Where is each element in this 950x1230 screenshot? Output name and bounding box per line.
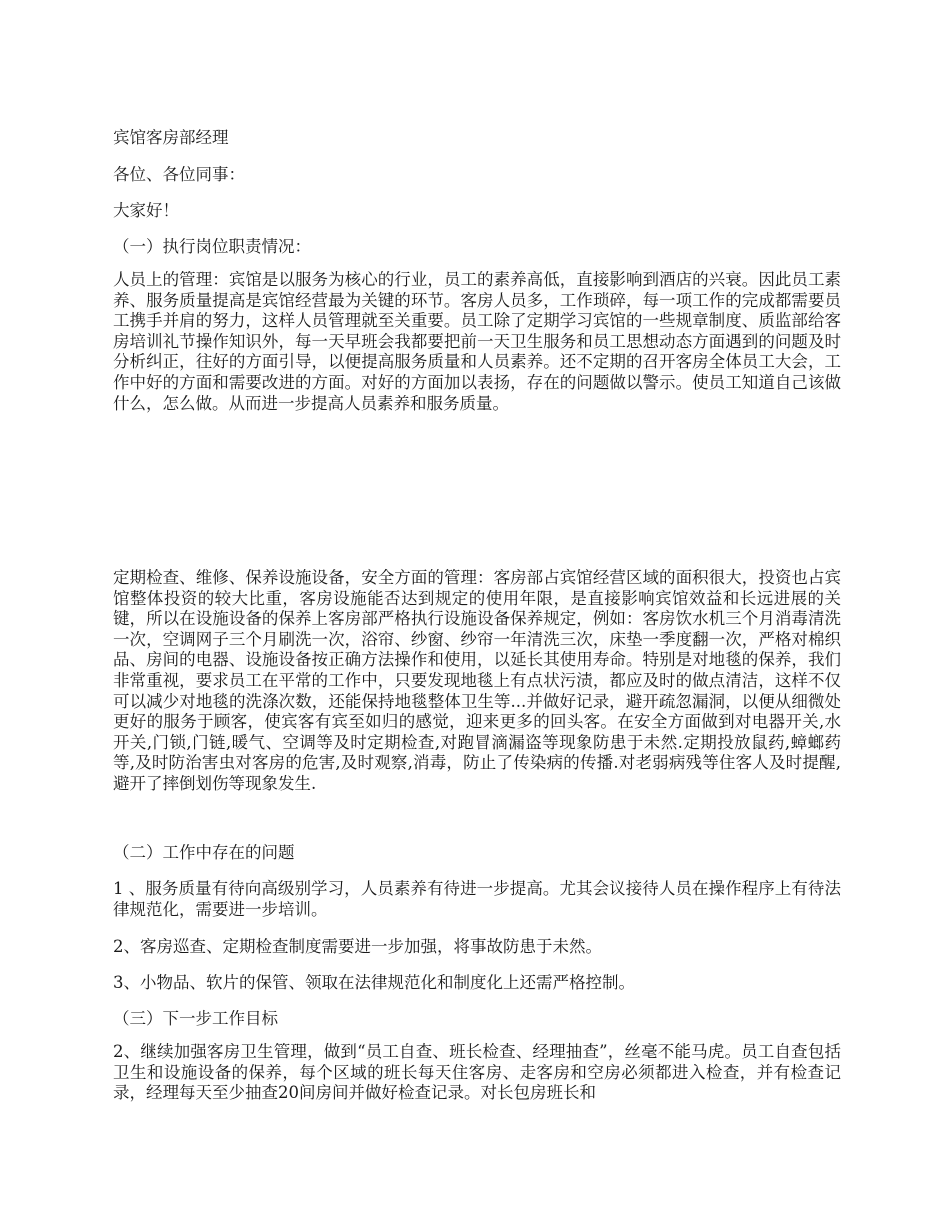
greeting: 大家好！ xyxy=(113,201,179,220)
section-3-title: （三）下一步工作目标 xyxy=(113,1009,278,1028)
issue-item-1: 1 、服务质量有待向高级别学习，人员素养有待进一步提高。尤其会议接待人员在操作程序上有待法律规范化，需要进一步培训。 xyxy=(113,879,841,919)
document-heading: 宾馆客房部经理 xyxy=(113,128,229,147)
goal-item-2: 2、继续加强客房卫生管理，做到“员工自查、班长检查、经理抽查”，丝毫不能马虎。员工自查包括卫生和设施设备的保养，每个区域的班长每天住客房、走客房和空房必须都进入检查，并有检查记录，经理每天至少抽查20间房间并做好检查记录。对长包房班长和 xyxy=(113,1042,841,1103)
issue-item-2: 2、客房巡查、定期检查制度需要进一步加强，将事故防患于未然。 xyxy=(113,937,602,956)
paragraph-personnel-management: 人员上的管理：宾馆是以服务为核心的行业，员工的素养高低，直接影响到酒店的兴衰。因此员工素养、服务质量提高是宾馆经营最为关键的环节。客房人员多，工作琐碎，每一项工作的完成都需要员工携手并肩的努力，这样人员管理就至关重要。员工除了定期学习宾馆的一些规章制度、质监部给客房培训礼节操作知识外，每一天早班会我都要把前一天卫生服务和员工思想动态方面遇到的问题及时分析纠正，往好的方面引导，以便提高服务质量和人员素养。还不定期的召开客房全体员工大会，工作中好的方面和需要改进的方面。对好的方面加以表扬，存在的问题做以警示。使员工知道自己该做什么，怎么做。从而进一步提高人员素养和服务质量。 xyxy=(113,270,841,413)
issue-item-3: 3、小物品、软片的保管、领取在法律规范化和制度化上还需严格控制。 xyxy=(113,973,635,992)
section-2-title: （二）工作中存在的问题 xyxy=(113,843,295,862)
section-1-title: （一）执行岗位职责情况： xyxy=(113,237,311,256)
paragraph-facilities-safety: 定期检查、维修、保养设施设备，安全方面的管理：客房部占宾馆经营区域的面积很大，投资也占宾馆整体投资的较大比重，客房设施能否达到规定的使用年限，是直接影响宾馆效益和长远进展的关键，所以在设施设备的保养上客房部严格执行设施设备保养规定，例如：客房饮水机三个月消毒清洗一次，空调网子三个月刷洗一次，浴帘、纱窗、纱帘一年清洗三次，床垫一季度翻一次，严格对棉织品、房间的电器、设施设备按正确方法操作和使用，以延长其使用寿命。特别是对地毯的保养，我们非常重视，要求员工在平常的工作中，只要发现地毯上有点状污渍，都应及时的做点清洁，这样不仅可以减少对地毯的洗涤次数，还能保持地毯整体卫生等...并做好记录，避开疏忽漏洞，以便从细微处更好的服务于顾客，使宾客有宾至如归的感觉，迎来更多的回头客。在安全方面做到对电器开关,水开关,门锁,门链,暖气、空调等及时定期检查,对跑冒滴漏盗等现象防患于未然.定期投放鼠药,蟑螂药等,及时防治害虫对客房的危害,及时观察,消毒，防止了传染病的传播.对老弱病残等住客人及时提醒,避开了摔倒划伤等现象发生. xyxy=(113,568,841,793)
salutation: 各位、各位同事： xyxy=(113,165,245,184)
